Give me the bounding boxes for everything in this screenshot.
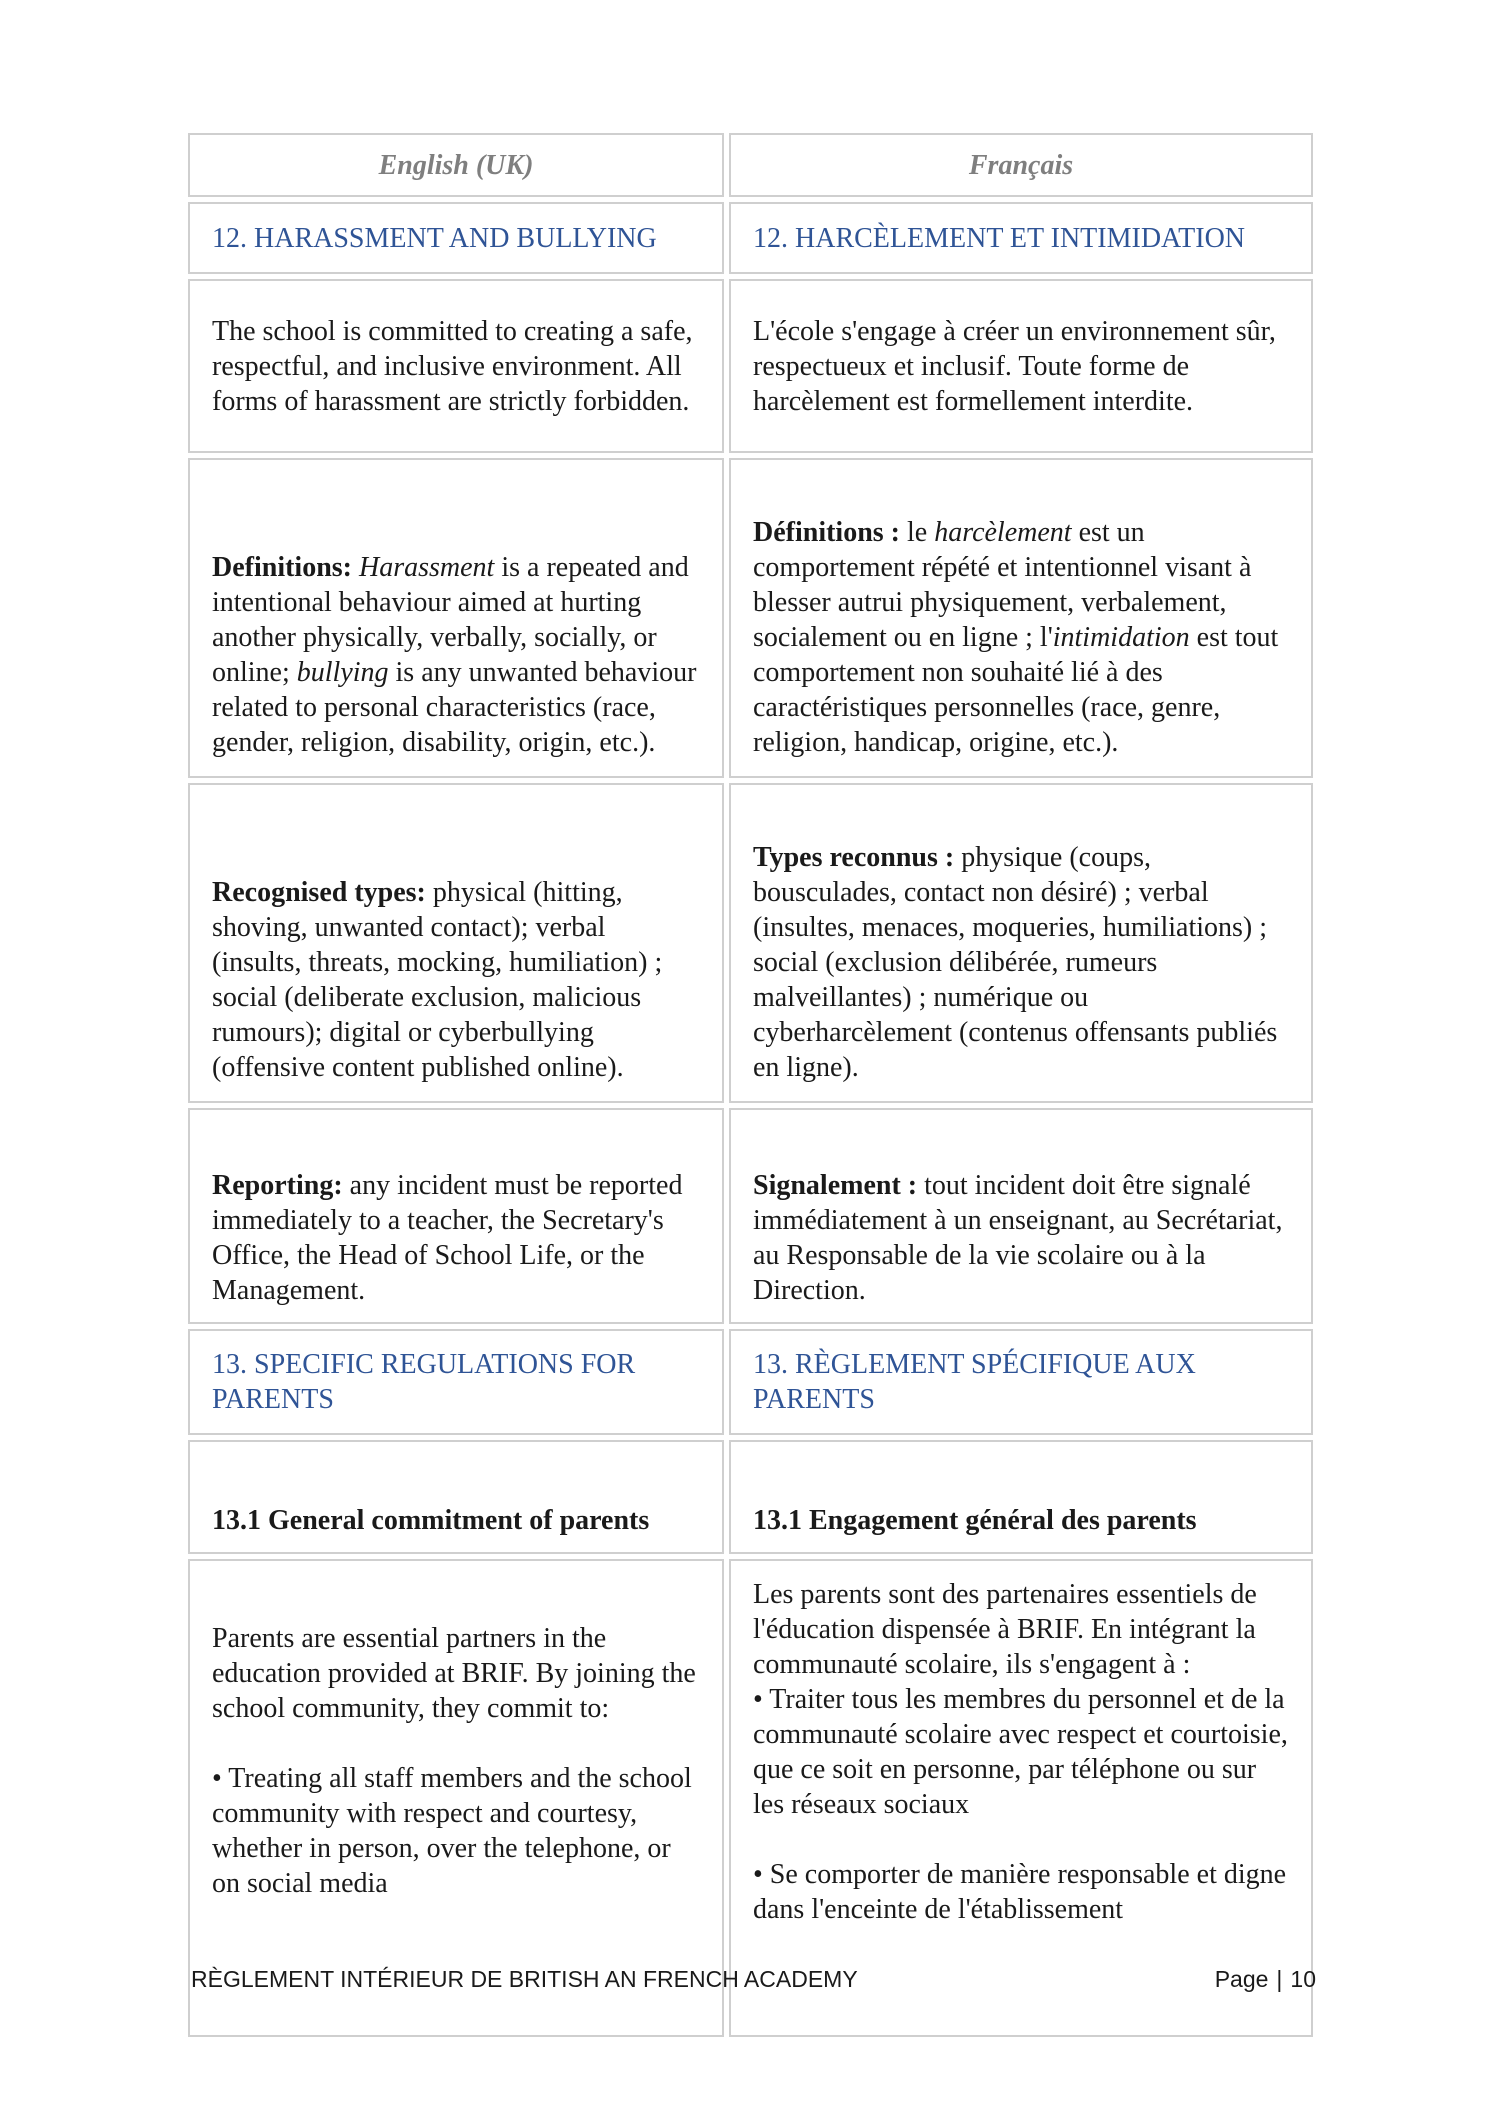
term-intimidation: intimidation xyxy=(1052,622,1190,653)
definitions-text-fr-1: est un comportement répété et intentionnel visant à blesser autrui physiquement, verbalement, socialement ou en ligne ; l' xyxy=(753,517,1252,653)
definitions-label-fr: Définitions : xyxy=(753,517,900,548)
definitions-text-fr-0: le xyxy=(900,517,935,548)
definitions-en xyxy=(188,458,724,778)
definitions-text-en-2: is any unwanted behaviour related to personal characteristics (race, gender, religion, disability, origin, etc.). xyxy=(212,657,697,758)
parents-bullet-2-fr: • Se comporter de manière responsable et digne dans l'enceinte de l'établissement xyxy=(753,1859,1287,1925)
footer-page-label: Page xyxy=(1214,1966,1269,1992)
intro-text-fr: L'école s'engage à créer un environnement sûr, respectueux et inclusif. Toute forme de harcèlement est formellement interdite. xyxy=(729,279,1313,453)
paragraph-gap xyxy=(753,1822,1289,1857)
header-french: Français xyxy=(729,133,1313,197)
types-text-en: physical (hitting, shoving, unwanted contact); verbal (insults, threats, mocking, humiliation) ; social (deliberate exclusion, malicious rumours); digital or cyberbullying (offensive content published online). xyxy=(212,877,663,1083)
section-13-heading-row xyxy=(188,1329,1313,1435)
definitions-text-en-1: is a repeated and intentional behaviour aimed at hurting another physically, verbally, socially, or online; xyxy=(212,552,689,688)
definitions-text-fr-2: est tout comportement non souhaité lié à des caractéristiques personnelles (race, genre, religion, handicap, origine, etc.). xyxy=(753,622,1279,758)
term-harassment: Harassment xyxy=(359,552,495,583)
parents-bullet-1-en: • Treating all staff members and the school community with respect and courtesy, whether in person, over the telephone, or on social media xyxy=(212,1763,692,1899)
section-12-title-en: 12. HARASSMENT AND BULLYING xyxy=(188,202,724,274)
definitions-fr xyxy=(729,458,1313,778)
intro-text-en: The school is committed to creating a safe, respectful, and inclusive environment. All forms of harassment are strictly forbidden. xyxy=(188,279,724,453)
reporting-text-en: any incident must be reported immediately to a teacher, the Secretary's Office, the Head of School Life, or the Management. xyxy=(212,1170,683,1306)
reporting-en xyxy=(188,1108,724,1324)
types-text-fr: physique (coups, bousculades, contact non désiré) ; verbal (insultes, menaces, moqueries, humiliations) ; social (exclusion délibérée, rumeurs malveillantes) ; numérique ou cyberharcèlement (contenus offensants publiés en ligne). xyxy=(753,842,1278,1083)
definitions-row xyxy=(188,458,1313,778)
paragraph-gap xyxy=(212,1726,700,1761)
term-bullying: bullying xyxy=(296,657,389,688)
section-13-title-fr: 13. RÈGLEMENT SPÉCIFIQUE AUX PARENTS xyxy=(729,1329,1313,1435)
page-footer xyxy=(191,1966,1316,1993)
section-13-title-en: 13. SPECIFIC REGULATIONS FOR PARENTS xyxy=(188,1329,724,1435)
types-fr xyxy=(729,783,1313,1103)
footer-separator: | xyxy=(1276,1966,1283,1992)
definitions-label-en: Definitions: xyxy=(212,552,352,583)
header-english: English (UK) xyxy=(188,133,724,197)
section-12-title-fr: 12. HARCÈLEMENT ET INTIMIDATION xyxy=(729,202,1313,274)
footer-page-indicator xyxy=(1215,1966,1316,1993)
types-row xyxy=(188,783,1313,1103)
reporting-fr xyxy=(729,1108,1313,1324)
parents-intro-en: Parents are essential partners in the education provided at BRIF. By joining the school community, they commit to: xyxy=(212,1623,696,1724)
parents-bullet-1-fr: • Traiter tous les membres du personnel et de la communauté scolaire avec respect et courtoisie, que ce soit en personne, par téléphone ou sur les réseaux sociaux xyxy=(753,1684,1288,1820)
footer-page-number: 10 xyxy=(1290,1966,1316,1992)
intro-row xyxy=(188,279,1313,453)
term-harcelement: harcèlement xyxy=(934,517,1072,548)
reporting-row xyxy=(188,1108,1313,1324)
footer-document-title: RÈGLEMENT INTÉRIEUR DE BRITISH AN FRENCH ACADEMY xyxy=(191,1966,858,1992)
subsection-13-1-row xyxy=(188,1440,1313,1554)
subsection-13-1-en: 13.1 General commitment of parents xyxy=(188,1440,724,1554)
section-12-heading-row xyxy=(188,202,1313,274)
reporting-label-fr: Signalement : xyxy=(753,1170,918,1201)
reporting-text-fr: tout incident doit être signalé immédiatement à un enseignant, au Secrétariat, au Responsable de la vie scolaire ou à la Direction. xyxy=(753,1170,1283,1306)
table-header-row xyxy=(188,133,1313,197)
types-label-fr: Types reconnus : xyxy=(753,842,955,873)
parents-intro-fr: Les parents sont des partenaires essentiels de l'éducation dispensée à BRIF. En intégrant la communauté scolaire, ils s'engagent à : xyxy=(753,1579,1257,1680)
subsection-13-1-fr: 13.1 Engagement général des parents xyxy=(729,1440,1313,1554)
bilingual-table xyxy=(183,128,1318,2042)
types-label-en: Recognised types: xyxy=(212,877,426,908)
reporting-label-en: Reporting: xyxy=(212,1170,343,1201)
types-en xyxy=(188,783,724,1103)
